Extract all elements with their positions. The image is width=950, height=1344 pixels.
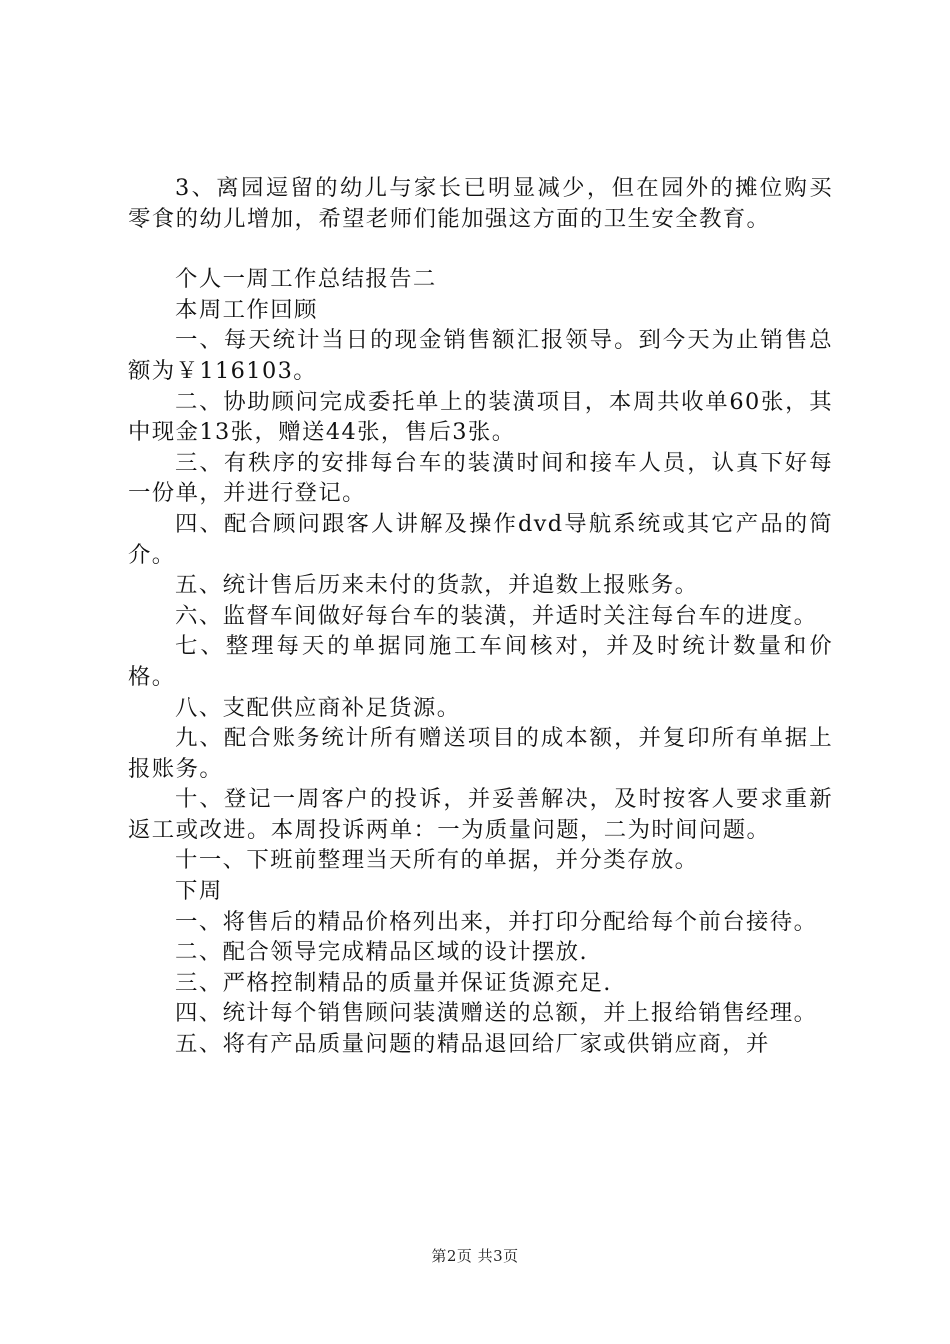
- review-heading: 本周工作回顾: [175, 296, 318, 323]
- review-item-5: 五、统计售后历来未付的货款，并追数上报账务。: [175, 572, 699, 599]
- document-body: [128, 173, 833, 1060]
- next-item-3: 三、严格控制精品的质量并保证货源充足.: [175, 969, 612, 996]
- review-item-2: 二、协助顾问完成委托单上的装潢项目，本周共收单60张，其中现金13张，赠送44张，售后3张。: [128, 388, 833, 446]
- paragraph-intro: 3、离园逗留的幼儿与家长已明显减少，但在园外的摊位购买零食的幼儿增加，希望老师们能加强这方面的卫生安全教育。: [128, 175, 833, 232]
- review-item-6: 六、监督车间做好每台车的装潢，并适时关注每台车的进度。: [175, 602, 818, 629]
- review-item-9: 九、配合账务统计所有赠送项目的成本额，并复印所有单据上报账务。: [128, 725, 833, 782]
- review-item-3: 三、有秩序的安排每台车的装潢时间和接车人员，认真下好每一份单，并进行登记。: [128, 449, 833, 507]
- next-item-1: 一、将售后的精品价格列出来，并打印分配给每个前台接待。: [175, 908, 818, 935]
- review-item-11: 十一、下班前整理当天所有的单据，并分类存放。: [175, 847, 699, 874]
- review-item-8: 八、支配供应商补足货源。: [175, 694, 461, 721]
- page-number-footer: 第2页 共3页: [431, 1247, 519, 1265]
- next-item-2: 二、配合领导完成精品区域的设计摆放.: [175, 939, 588, 966]
- paragraph-gap: [128, 234, 833, 264]
- next-item-4: 四、统计每个销售顾问装潢赠送的总额，并上报给销售经理。: [175, 1000, 818, 1027]
- review-item-4: 四、配合顾问跟客人讲解及操作dvd导航系统或其它产品的简介。: [128, 510, 833, 568]
- section-title: 个人一周工作总结报告二: [175, 266, 437, 293]
- review-item-1: 一、每天统计当日的现金销售额汇报领导。到今天为止销售总额为￥116103。: [128, 327, 833, 384]
- review-item-10: 十、登记一周客户的投诉，并妥善解决，及时按客人要求重新返工或改进。本周投诉两单：一为质量问题，二为时间问题。: [128, 786, 833, 843]
- review-item-7: 七、整理每天的单据同施工车间核对，并及时统计数量和价格。: [128, 633, 833, 690]
- next-item-5: 五、将有产品质量问题的精品退回给厂家或供销应商，并: [175, 1031, 770, 1058]
- next-week-heading: 下周: [175, 878, 223, 905]
